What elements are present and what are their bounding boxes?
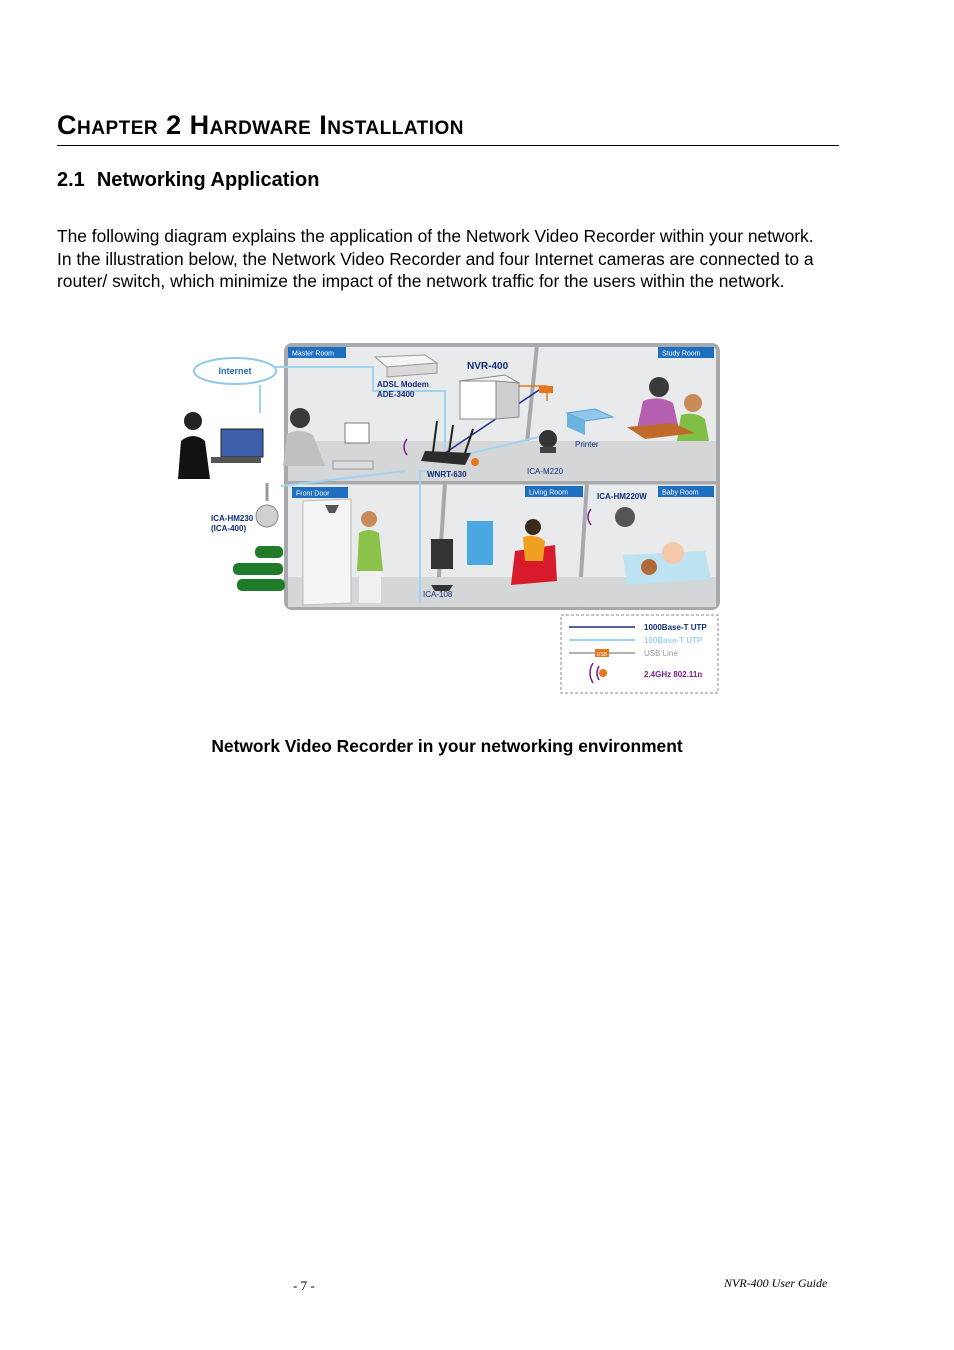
network-diagram: [175, 341, 720, 696]
ica-hm220w-camera-icon: [615, 507, 635, 527]
bush-1-icon: [255, 546, 283, 558]
section-title: Networking Application: [96, 169, 320, 191]
nvr-front-icon: [460, 381, 496, 419]
chapter-title: Chapter 2 Hardware Installation: [57, 110, 839, 146]
remote-laptop-icon: [221, 429, 263, 457]
bush-2-icon: [233, 563, 283, 575]
study-user-2-head-icon: [684, 394, 702, 412]
ica-hm220w-label: ICA-HM220W: [597, 492, 647, 501]
study-user-1-head-icon: [649, 377, 669, 397]
living-woman-head-icon: [525, 519, 541, 535]
legend-wifi-label: 2.4GHz 802.11n: [644, 670, 703, 679]
room-living-label: Living Room: [529, 489, 568, 497]
figure-caption: Network Video Recorder in your networking environment: [211, 736, 683, 756]
ica-m220-label: ICA-M220: [527, 467, 564, 476]
ica-m220-camera-icon: [539, 430, 557, 448]
room-baby-label: Baby Room: [662, 489, 699, 497]
nvr-usb-tag-icon: [539, 386, 553, 393]
ica-108-camera-icon: [431, 539, 453, 569]
page-number: - 7 -: [293, 1278, 315, 1293]
master-desk-icon: [333, 461, 373, 469]
master-user-head-icon: [290, 408, 310, 428]
remote-user-head-icon: [184, 412, 202, 430]
router-label: WNRT-630: [427, 470, 467, 479]
legend-usb-label: USB Line: [644, 649, 678, 658]
visitor-legs-icon: [359, 571, 381, 603]
teddy-bear-icon: [641, 559, 657, 575]
remote-user-body-icon: [178, 436, 210, 479]
ica-108-label: ICA-108: [423, 590, 453, 599]
internet-label: Internet: [218, 366, 252, 376]
baby-head-icon: [662, 542, 684, 564]
legend-gige-label: 1000Base-T UTP: [644, 623, 707, 632]
modem-label-2: ADE-3400: [377, 390, 415, 399]
ica-hm230-label-1: ICA-HM230: [211, 514, 254, 523]
visitor-body-icon: [357, 530, 383, 571]
visitor-head-icon: [361, 511, 377, 527]
printer-label: Printer: [575, 440, 599, 449]
nvr-side-icon: [496, 381, 519, 419]
legend-wifi-badge-icon: [599, 669, 607, 677]
ica-hm230-camera-icon: [256, 505, 278, 527]
intro-paragraph: The following diagram explains the application of the Network Video Recorder within your network. In the illustration below, the Network Video Recorder and four Internet cameras are connected to a router/ switch, which minimize the impact of the network traffic for the users within the network.: [57, 226, 814, 291]
living-woman-body-icon: [523, 536, 545, 561]
nvr-label: NVR-400: [467, 361, 509, 372]
modem-label-1: ADSL Modem: [377, 380, 429, 389]
room-front-door-label: Front Door: [296, 490, 330, 498]
ica-hm230-label-2: (ICA-400): [211, 524, 247, 533]
section-heading: [57, 169, 319, 192]
guide-title: NVR-400 User Guide: [724, 1276, 828, 1290]
legend-usb-tag-label: USB: [596, 652, 608, 658]
living-window-icon: [467, 521, 493, 565]
master-laptop-icon: [345, 423, 369, 443]
remote-laptop-base-icon: [211, 457, 261, 463]
legend-fe-label: 100Base-T UTP: [644, 636, 703, 645]
bush-3-icon: [237, 579, 285, 591]
front-door-icon: [303, 499, 351, 605]
room-master-label: Master Room: [292, 350, 335, 358]
section-number: 2.1: [57, 169, 85, 191]
ica-m220-base-icon: [540, 447, 556, 453]
room-study-label: Study Room: [662, 350, 701, 358]
router-wireless-badge-icon: [471, 458, 479, 466]
